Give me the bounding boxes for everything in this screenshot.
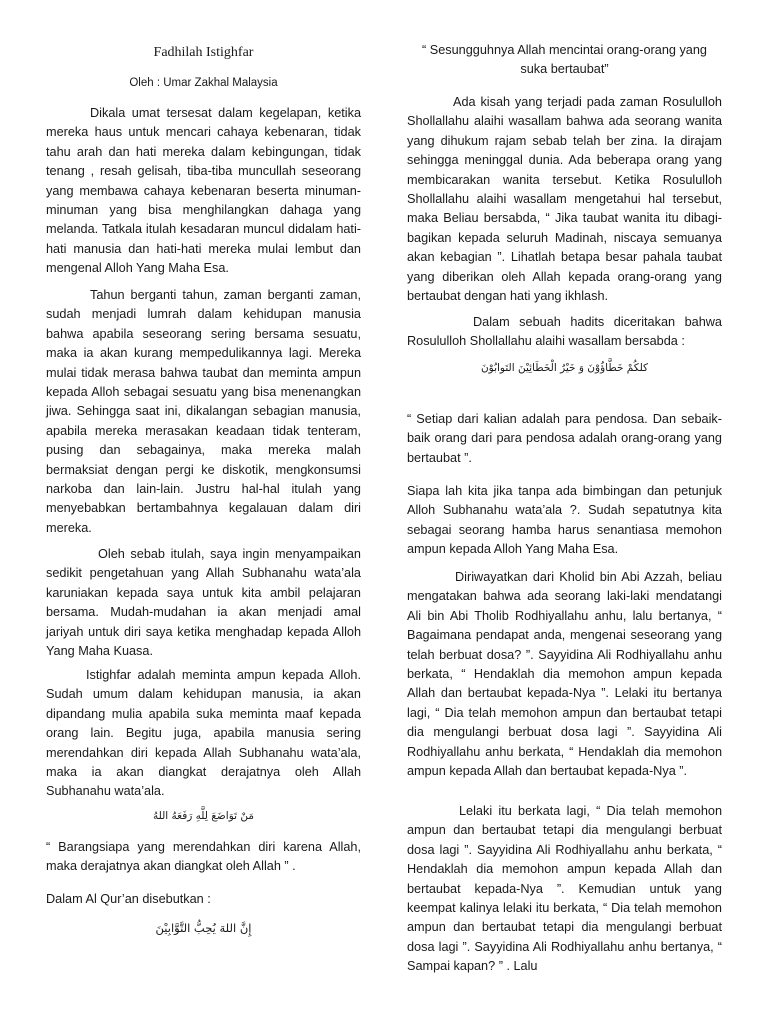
paragraph-istighfar: Istighfar adalah meminta ampun kepada Alloh. Sudah umum dalam kehidupan manusia, ia akan dipandang mulia apabila suka meminta maaf kepada orang lain. Begitu juga, apabila manusia sering merendahkan diri kepada Allah Subhanahu wata’ala, maka ia akan diangkat derajatnya oleh Allah Subhanahu wata’ala. <box>46 668 361 799</box>
paragraph-translation-pendosa: “ Setiap dari kalian adalah para pendosa. Dan sebaik-baik orang dari para pendosa adalah orang-orang yang bertaubat ”. <box>407 412 722 465</box>
paragraph-kholid-story: Diriwayatkan dari Kholid bin Abi Azzah, beliau mengatakan bahwa ada seorang laki-laki mendatangi Ali bin Abi Tholib Rodhiyallahu anhu, lalu bertanya, “ Bagaimana pendapat anda, mengenai seseorang yang telah berbuat dosa? ”. Sayyidina Ali Rodhiyallahu anhu berkata, “ Hendaklah dia memohon ampun kepada Allah dan bertaubat kepada-Nya ”. Lelaki itu bertanya lagi, “ Dia telah memohon ampun dan bertaubat tetapi dia mengulangi berbuat dosa lagi ”. Sayyidina Ali Rodhiyallahu anhu berkata, “ Hendaklah dia memohon ampun kepada Allah dan bertaubat kepada-Nya ”. <box>407 570 722 779</box>
quote-translation-tawwabin: “ Sesungguhnya Allah mencintai orang-orang yang suka bertaubat” <box>422 43 707 77</box>
paragraph-purpose: Oleh sebab itulah, saya ingin menyampaikan sedikit pengetahuan yang Allah Subhanahu wata’ala karuniakan kepada saya untuk kita ambil pelajaran bersama. Mudah-mudahan ia akan menjadi amal jariyah untuk diri saya ketika menghadap kepada Alloh Yang Maha Kuasa. <box>46 547 361 659</box>
paragraph-guidance: Siapa lah kita jika tanpa ada bimbingan dan petunjuk Alloh Subhanahu wata’ala ?. Sudah sepatutnya kita sebagai seorang hamba harus senantiasa memohon ampun kepada Alloh Yang Maha Esa. <box>407 484 722 557</box>
page-title: Fadhilah Istighfar <box>153 45 254 60</box>
arabic-quran-verse: إِنَّ اللهَ يُحِبُّ التَّوَّابِيْنَ <box>155 921 252 935</box>
paragraph-years: Tahun berganti tahun, zaman berganti zaman, sudah menjadi lumrah dalam kehidupan manusia bahwa apabila seseorang sering bersama sesuatu, maka ia akan kurang mempedulikannya lagi. Mereka mulai tidak merasa bahwa taubat dan meminta ampun kepada Alloh sebagai sesuatu yang bisa menenangkan jiwa. Sehingga saat ini, dikalangan sebagian manusia, apabila mereka merasakan keadaan tidak tenteram, pusing dan sebagainya, maka mereka malah bermaksiat dengan pergi ke diskotik, mengkonsumsi narkoba dan lain-lain. Justru hal-hal itulah yang menyebabkan bertambahnya kegalauan dalam diri mereka. <box>46 288 361 535</box>
paragraph-continuation: Lelaki itu berkata lagi, “ Dia telah memohon ampun dan bertaubat tetapi dia mengulangi berbuat dosa lagi ”. Sayyidina Ali Rodhiyallahu anhu berkata, “ Hendaklah dia memohon ampun kepada Allah dan bertaubat kepada-Nya ”. Kemudian untuk yang keempat kalinya lelaki itu berkata, “ Dia telah memohon ampun dan bertaubat tetapi dia mengulangi berbuat dosa lagi ”. Sayyidina Ali Rodhiyallahu anhu bertanya, “ Sampai kapan? ” . Lalu <box>407 804 722 974</box>
author-line: Oleh : Umar Zakhal Malaysia <box>129 77 278 89</box>
paragraph-translation-tawadhu: “ Barangsiapa yang merendahkan diri karena Allah, maka derajatnya akan diangkat oleh Allah ” . <box>46 840 361 874</box>
arabic-hadith-tawadhu: مَنْ تَوَاضَعَ لِلَّهِ رَفَعَهُ اللهُ <box>152 810 255 822</box>
arabic-hadith-khattaun: كلكُمْ خَطَّاؤُوْنَ وَ خَيْرُ الْخَطَائِيْنَ التَوابُوْنَ <box>480 362 649 374</box>
paragraph-hadith-intro: Dalam sebuah hadits diceritakan bahwa Rosululloh Shollallahu alaihi wasallam bersabda : <box>407 315 722 349</box>
paragraph-story-rajam: Ada kisah yang terjadi pada zaman Rosululloh Shollallahu alaihi wasallam bahwa ada seorang wanita yang dihukum rajam sebab telah ber zina. Ia dirajam sehingga meninggal dunia. Ada beberapa orang yang membicarakan wanita tersebut. Ketika Rosululloh Shollallahu alaihi wasallam mengetahui hal tersebut, maka Beliau bersabda, “ Jika taubat wanita itu dibagi-bagikan kepada seluruh Madinah, niscaya semuanya akan kebagian ”. Lihatlah betapa besar pahala taubat yang diberikan oleh Allah kepada orang-orang yang bertaubat dengan hati yang ikhlash. <box>407 95 722 304</box>
paragraph-quran-intro: Dalam Al Qur’an disebutkan : <box>46 892 211 906</box>
paragraph-intro: Dikala umat tersesat dalam kegelapan, ketika mereka haus untuk mencari cahaya kebenaran, tidak tahu arah dan hati mereka dalam kebingungan, tidak tenang , resah gelisah, tiba-tiba muncullah seseorang yang membawa cahaya kebenaran beserta minuman-minuman yang bisa menghilangkan dahaga yang melanda. Tatkala itulah kesadaran muncul didalam hati-hati manusia dan hati-hati mereka mulai lembut dan mengenal Alloh Yang Maha Esa. <box>46 106 361 276</box>
